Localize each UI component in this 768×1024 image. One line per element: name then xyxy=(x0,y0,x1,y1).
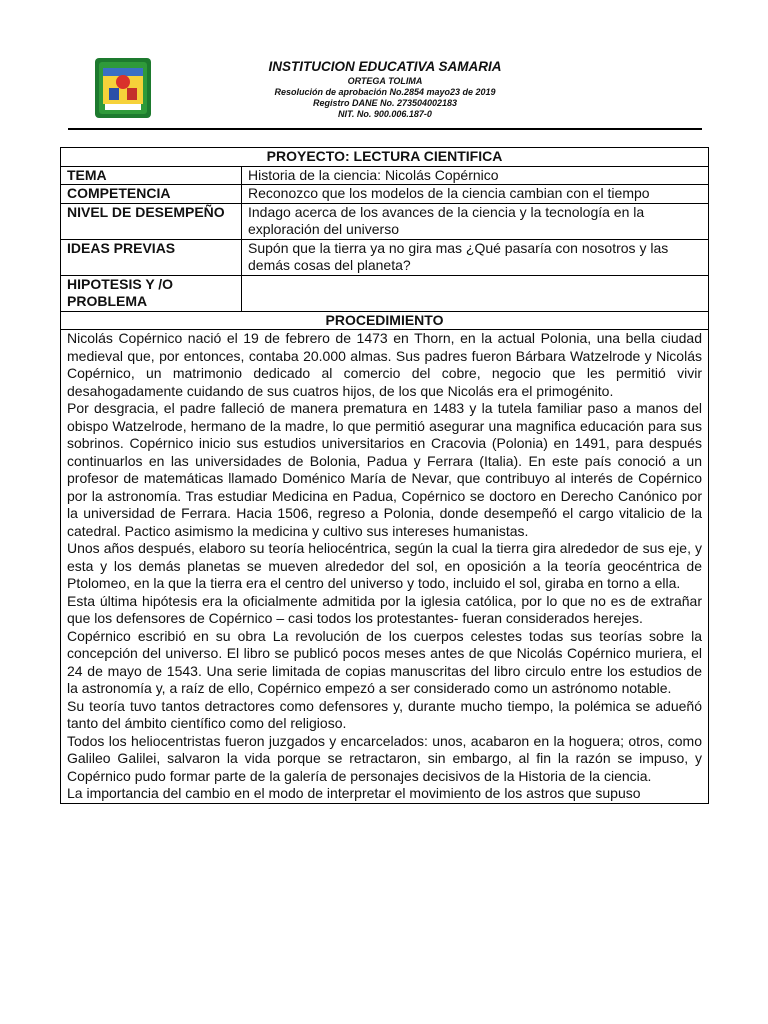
project-table xyxy=(60,147,709,804)
row-value-tema: Historia de la ciencia: Nicolás Copérnico xyxy=(242,166,709,185)
approval-resolution: Resolución de aprobación No.2854 mayo23 de 2019 xyxy=(274,87,496,97)
project-title: PROYECTO: LECTURA CIENTIFICA xyxy=(61,148,709,167)
procedure-paragraph: Esta última hipótesis era la oficialmente admitida por la iglesia católica, por lo que no es de extrañar que los defensores de Copérnico – casi todos los protestantes- fueran considerados herejes. xyxy=(67,592,702,626)
header-divider xyxy=(68,128,702,130)
institution-name: INSTITUCION EDUCATIVA SAMARIA xyxy=(268,59,502,74)
row-label-competencia: COMPETENCIA xyxy=(61,185,242,204)
procedure-paragraph: Unos años después, elaboro su teoría heliocéntrica, según la cual la tierra gira alrededor de sus eje, y esta y los demás planetas se mueven alrededor del sol, en oposición a la teoría geocéntrica de Ptolomeo, en la que la tierra era el centro del universo y todo, incluido el sol, giraba en torno a ella. xyxy=(67,540,702,591)
row-label-ideas: IDEAS PREVIAS xyxy=(61,239,242,275)
procedure-paragraph: Nicolás Copérnico nació el 19 de febrero de 1473 en Thorn, en la actual Polonia, una bella ciudad medieval que, por entonces, contaba 20.000 almas. Sus padres fueron Bárbara Watzelrode y Nicolás Copérnico, un matrimonio dedicado al comercio del cobre, negocio que les permitió vivir desahogadamente cuidando de sus cuatros hijos, de los que Nicolás era el primogénito. xyxy=(67,330,702,399)
procedure-paragraph: Por desgracia, el padre falleció de manera prematura en 1483 y la tutela familiar paso a manos del obispo Watzelrode, hermano de la madre, lo que permitió asegurar una magnifica educación para sus sobrinos. Copérnico inicio sus estudios universitarios en Cracovia (Polonia) en 1491, para después continuarlos en las universidades de Bolonia, Padua y Ferrara (Italia). En este país conoció a un profesor de matemáticas llamado Doménico María de Nevar, que contribuyo al interés de Copérnico por la astronomía. Tras estudiar Medicina en Padua, Copérnico se doctoro en Derecho Canónico por la universidad de Ferrara. Hacia 1506, regreso a Polonia, donde desempeñó el cargo vitalicio de la catedral. Pactico asimismo la medicina y cultivo sus intereses humanistas. xyxy=(67,400,702,539)
nit-number: NIT. No. 900.006.187-0 xyxy=(338,109,432,119)
procedure-body xyxy=(61,330,709,804)
procedure-paragraph: Todos los heliocentristas fueron juzgados y encarcelados: unos, acabaron en la hoguera; otros, como Galileo Galilei, salvaron la vida porque se retractaron, sin embargo, al fin la razón se impuso, y Copérnico pudo formar parte de la galería de personajes decisivos de la Historia de la ciencia. xyxy=(67,732,702,784)
row-label-hipotesis: HIPOTESIS Y /O PROBLEMA xyxy=(61,275,242,311)
table-row xyxy=(61,275,709,311)
row-label-tema: TEMA xyxy=(61,166,242,185)
procedure-paragraph: La importancia del cambio en el modo de interpretar el movimiento de los astros que supuso xyxy=(67,785,641,801)
row-value-competencia: Reconozco que los modelos de la ciencia cambian con el tiempo xyxy=(242,185,709,204)
row-value-nivel: Indago acerca de los avances de la ciencia y la tecnología en la exploración del universo xyxy=(242,203,709,239)
procedure-paragraph: Su teoría tuvo tantos detractores como defensores y, durante mucho tiempo, la polémica se adueñó tanto del ámbito científico como del religioso. xyxy=(67,697,702,731)
table-row xyxy=(61,239,709,275)
table-row xyxy=(61,185,709,204)
procedure-paragraph: Copérnico escribió en su obra La revolución de los cuerpos celestes todas sus teorías sobre la concepción del universo. El libro se publicó pocos meses antes de que Nicolás Copérnico muriera, el 24 de mayo de 1543. Una serie limitada de copias manuscritas del libro circulo entre los estudios de la astronomía y, a raíz de ello, Copérnico empezó a ser considerado como un astrónomo notable. xyxy=(67,627,702,696)
institution-location: ORTEGA TOLIMA xyxy=(347,76,423,86)
table-row xyxy=(61,203,709,239)
dane-registry: Registro DANE No. 273504002183 xyxy=(312,98,458,108)
row-value-hipotesis xyxy=(242,275,709,311)
procedure-title: PROCEDIMIENTO xyxy=(61,311,709,330)
row-label-nivel: NIVEL DE DESEMPEÑO xyxy=(61,203,242,239)
row-value-ideas: Supón que la tierra ya no gira mas ¿Qué pasaría con nosotros y las demás cosas del planeta? xyxy=(242,239,709,275)
table-row xyxy=(61,166,709,185)
document-header xyxy=(60,52,710,132)
